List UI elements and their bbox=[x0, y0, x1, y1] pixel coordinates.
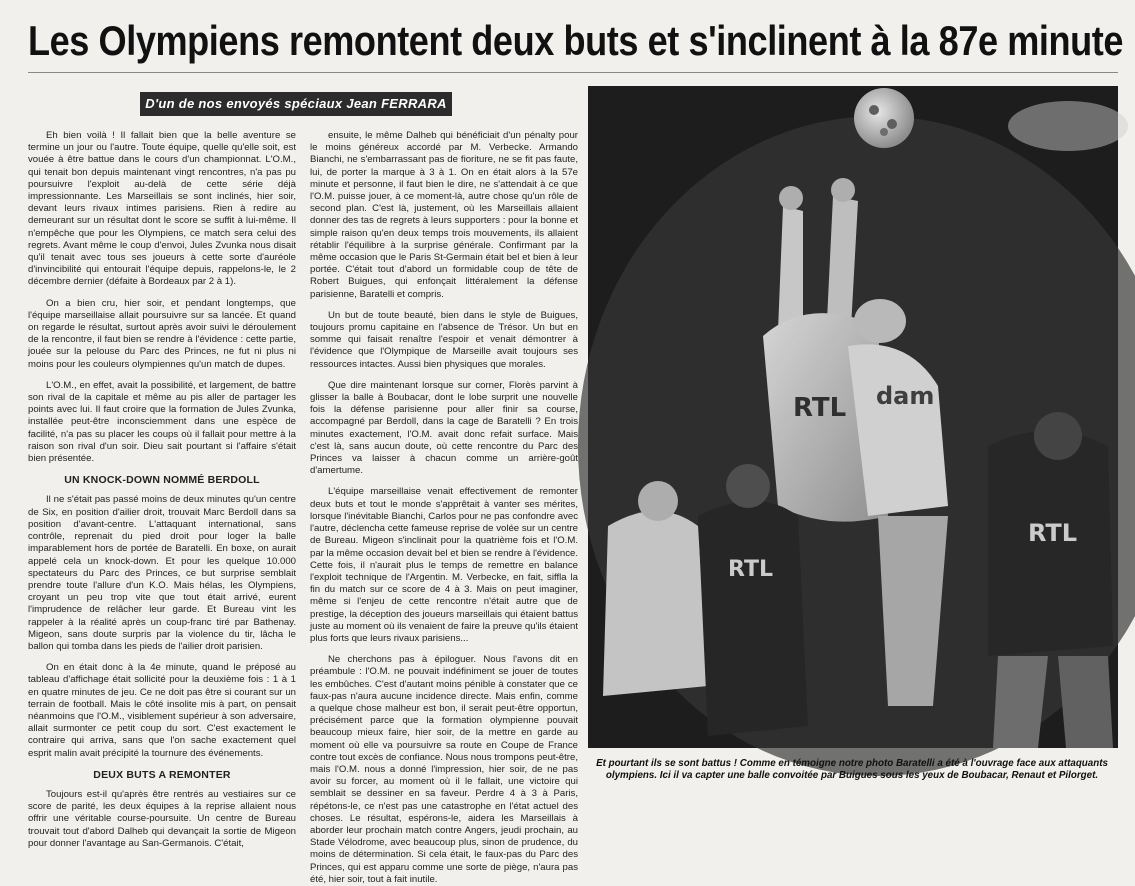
article-column-2 bbox=[310, 130, 578, 885]
headline-rule bbox=[28, 72, 1118, 73]
paragraph: ensuite, le même Dalheb qui bénéficiait d'un pénalty pour le moins généreux accordé par M. Verbecke. Armando Bianchi, ne s'embarrassant pas de fioriture, ne se fit pas faute, lui, de porter la marque à 3 à 1. On en était alors à la 57e minute et personne, il faut bien le dire, ne s'attendait à ce que l'O.M. puisse jouer, à ce moment-là, autre chose qu'un rôle de second plan. C'est là, justement, où les Marseillais allaient donner des tas de regrets à leurs supporters : pour la bonne et simple raison qu'en deux temps trois mouvements, ils allaient rétablir l'équilibre à la surprise générale. Confirmant par la même occasion que le Paris St-Germain était bel et bien à leur portée. C'était tout d'abord un formidable coup de tête de Robert Buigues, qui enfonçait littéralement la défense parisienne, Baratelli et compris. bbox=[310, 130, 578, 300]
paragraph: Toujours est-il qu'après être rentrés au vestiaires sur ce score de parité, les deux équipes à la reprise allaient nous offrir une véritable course-poursuite. Un centre de Bureau trouvait tout d'abord Dalheb qui devançait la sortie de Migeon pour donner l'avantage au San-Germanois. C'était, bbox=[28, 788, 296, 849]
subheading: UN KNOCK-DOWN NOMMÉ BERDOLL bbox=[64, 474, 260, 487]
jersey-text: RTL bbox=[1028, 519, 1078, 547]
paragraph: On en était donc à la 4e minute, quand le préposé au tableau d'affichage était sollicité pour la deuxième fois : 1 à 1 en quatre minutes de jeu. Ce ne doit pas être si courant sur un terrain de football. Mais le côté insolite mis à part, on pensait néanmoins que l'O.M., visiblement supérieur à son adversaire, allait surmonter ce petit coup du sort. C'est exactement le contraire qui arriva, sans que l'on sache exactement quel esprit malin avait précipité la tournure des événements. bbox=[28, 662, 296, 759]
subheading: DEUX BUTS A REMONTER bbox=[93, 768, 231, 781]
paragraph: L'équipe marseillaise venait effectivement de remonter deux buts et tout le monde s'apprêtait à vanter ses mérites, lorsque l'inévitable Bianchi, Carlos pour ne pas confondre avec l'autre, déclencha cette fameuse reprise de volée sur un centre de Bureau. Migeon s'inclinait pour la quatrième fois et l'O.M. par la même occasion devait bel et bien se rendre à l'évidence. Cette fois, il n'aurait plus le temps de remettre en balance l'exploit technique de l'Argentin. M. Verbecke, en fait, siffla la fin du match sur ce score de 4 à 3. Mais on peut imaginer, même si l'enjeu de cette rencontre n'était autre que de prestige, la déception des joueurs marseillais qui étaient battus juste au moment où ils venaient de faire la preuve qu'ils étaient plus forts que leurs rivaux parisiens... bbox=[310, 486, 578, 644]
photo-caption: Et pourtant ils se sont battus ! Comme en témoigne notre photo Baratelli a été à l'ouvrage face aux attaquants olympiens. Ici il va capter une balle convoitée par Buigues sous les yeux de Boubacar, Renaut et Pilorget. bbox=[596, 758, 1108, 781]
jersey-text: dam bbox=[876, 382, 935, 410]
paragraph: Ne cherchons pas à épiloguer. Nous l'avons dit en préambule : l'O.M. ne pouvait indéfiniment se jouer de toutes les embûches. C'est d'autant moins pénible à constater que ce faux-pas n'aura aucune incidence directe. Mais enfin, comme a quelque chose malheur est bon, il serait peut-être opportun, précisément parce que la formation olympienne pouvait beaucoup mieux faire, hier soir, de la mettre en garde au moment où elle va poursuivre sa route en Coupe de France contre tout excès de confiance. Nous nous trompons peut-être, mais l'O.M. nous a donné l'impression, hier soir, de ne pas avoir su forcer, au moment où il le fallait, une victoire qui semblait se dessiner en sa faveur. Perdre 4 à 3 à Paris, répétons-le, ce n'est pas une catastrophe en l'état actuel des choses. Le résultat, espérons-le, aidera les Marseillais à aborder leur prochain match contre Angers, jeudi prochain, au Stade Vélodrome, avec beaucoup plus, sinon de prudence, du moins de détermination. Si cela était, le faux-pas du Parc des Princes, qui est apparu comme une sorte de piège, n'aura pas été, hier soir, tout à fait inutile. bbox=[310, 654, 578, 885]
paragraph: Eh bien voilà ! Il fallait bien que la belle aventure se termine un jour ou l'autre. Toute équipe, quelle qu'elle soit, est vouée à être battue dans le cours d'un championnat. L'O.M., qui tenait bon depuis maintenant vingt rencontres, n'a pas pu poursuivre l'exploit au-delà de cette série déjà impressionnante. Les Marseillais se sont inclinés, hier soir, devant leurs rivaux intimes parisiens. Rien à redire au demeurant sur un résultat dont le score se suffit à lui-même. Il n'empêche que pour les Olympiens, ce match sera celui des regrets. Avant même le coup d'envoi, Jules Zvunka nous disait qu'il tenait avec tous ses joueurs à cette sorte d'auréole d'invincibilité qui entourait l'équipe depuis, rappelons-le, le 2 décembre dernier (défaite à Bordeaux par 2 à 1). bbox=[28, 130, 296, 288]
paragraph: On a bien cru, hier soir, et pendant longtemps, que l'équipe marseillaise allait poursuivre sur sa lancée. Et quand on regarde le résultat, surtout après avoir suivi le déroulement de la rencontre, il faut bien se rendre à l'évidence : cette partie, jouée sur la pelouse du Parc des Princes, ne fut ni plus ni moins pour les couleurs olympiennes qu'un match de dupes. bbox=[28, 297, 296, 370]
paragraph: Il ne s'était pas passé moins de deux minutes qu'un centre de Six, en position d'ailier droit, trouvait Marc Berdoll dans sa position d'avant-centre. L'attaquant international, sans contrôle, reprenait du pied droit pour loger la balle imparablement hors de portée de Baratelli. En boxe, on aurait appelé cela un knock-down. Et pour les quelque 10.000 spectateurs du Parc des Princes, ce but surprise semblait prendre toute l'allure d'un K.O. Mais hélas, les Olympiens, croyant un peu trop vite que tout était arrivé, eurent l'imprudence de relâcher leur garde. Et Bureau vint les rappeler à la réalité après un coup-franc tiré par Bathenay. Migeon, sans doute surpris par la violence du tir, lâcha le ballon qui tomba dans les pieds de l'ailier droit parisien. bbox=[28, 494, 296, 652]
headline: Les Olympiens remontent deux buts et s'inclinent à la 87e minute bbox=[28, 17, 1124, 64]
paragraph: Un but de toute beauté, bien dans le style de Buigues, toujours promu capitaine en l'absence de Trésor. Un but en somme qui faisait renaître l'espoir et venait démontrer à l'évidence que l'Olympique de Marseille avait toujours ses ressources intactes. Aussi bien physiques que morales. bbox=[310, 309, 578, 370]
jersey-text: RTL bbox=[793, 393, 847, 423]
photo-illustration bbox=[588, 86, 1118, 748]
article-column-1 bbox=[28, 130, 296, 849]
paragraph: L'O.M., en effet, avait la possibilité, et largement, de battre son rival de la capitale et même au pis aller de partager les points avec lui. Il faut croire que la formation de Jules Zvunka, installée peut-être inconsciemment dans une espèce de facilité, n'a pas su placer les coups où il fallait pour mettre à la raison son rival d'un soir. Dieu sait pourtant si l'affaire s'était bien présentée. bbox=[28, 379, 296, 465]
jersey-text: RTL bbox=[728, 557, 773, 582]
byline: D'un de nos envoyés spéciaux Jean FERRARA bbox=[140, 92, 452, 116]
match-photo bbox=[588, 86, 1118, 748]
paragraph: Que dire maintenant lorsque sur corner, Florès parvint à glisser la balle à Boubacar, dont le lobe surprit une nouvelle fois la défense parisienne pour aller finir sa course, accompagné par Berdoll, dans la cage de Baratelli ? En trois minutes exactement, l'O.M. avait donc refait surface. Mais c'est là, sans aucun doute, où cette rencontre du Parc des Princes va laisser à chacun comme un arrière-goût d'amertume. bbox=[310, 379, 578, 477]
